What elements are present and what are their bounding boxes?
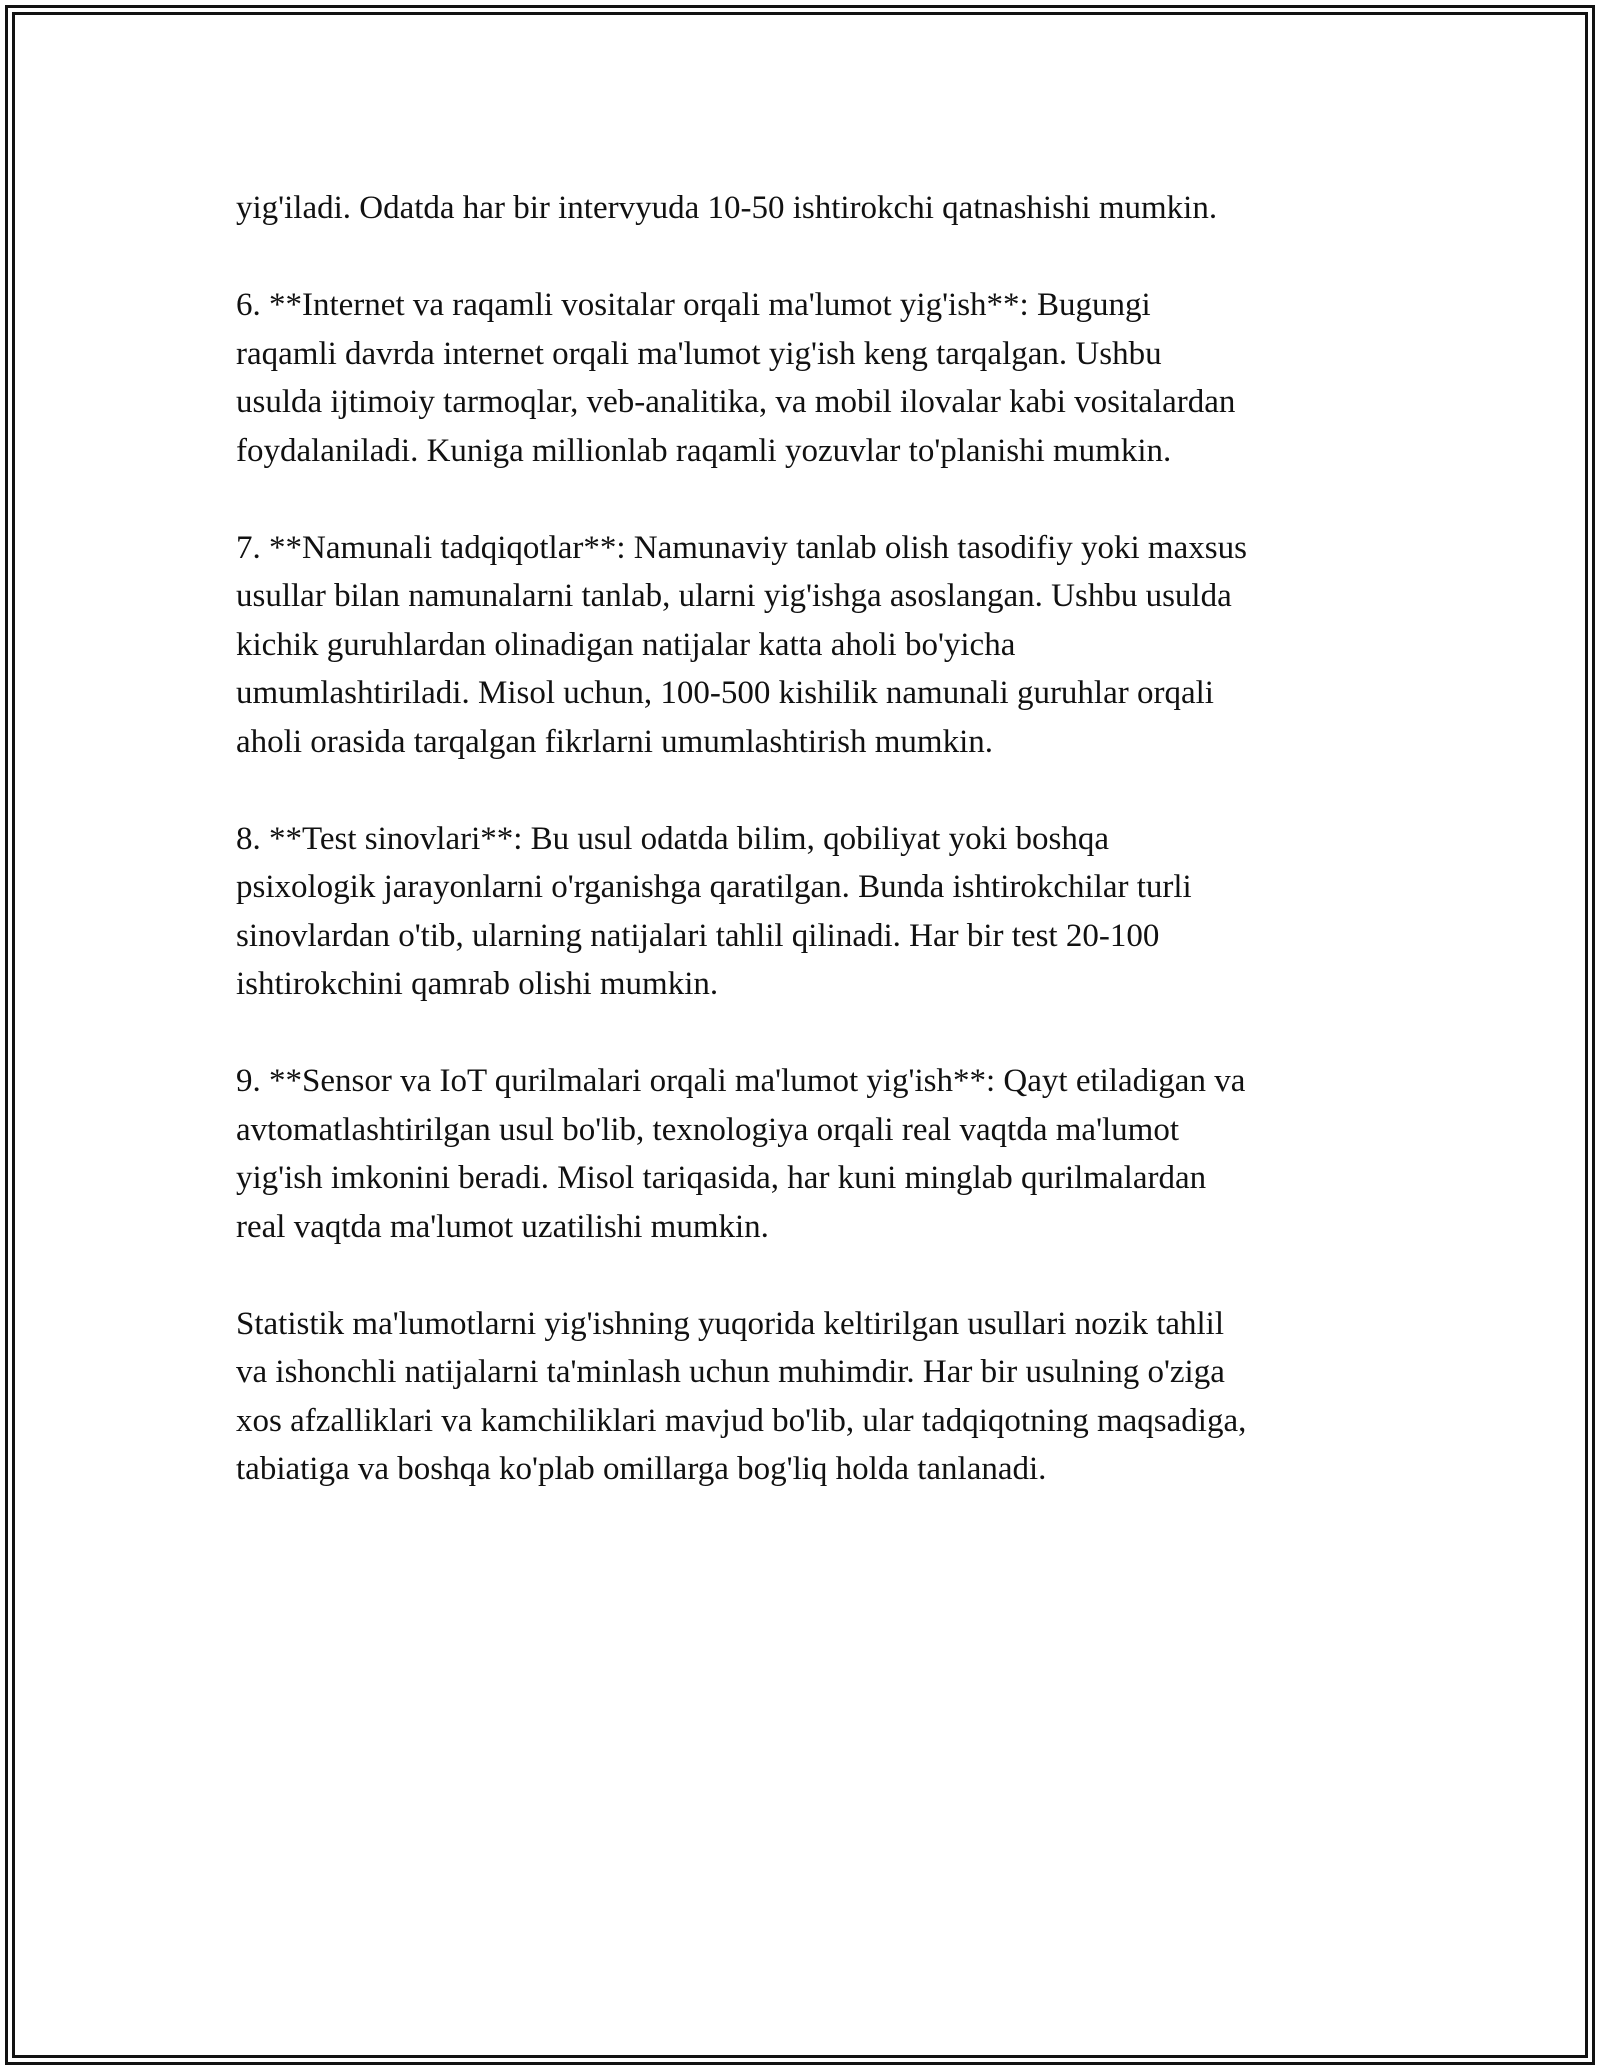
paragraph-internet-digital-tools: 6. **Internet va raqamli vositalar orqali ma'lumot yig'ish**: Bugungi raqamli davrda internet orqali ma'lumot yig'ish keng tarqalgan. Ushbu usulda ijtimoiy tarmoqlar, veb-analitika, va mobil ilovalar kabi vositalardan foydalaniladi. Kuniga millionlab raqamli yozuvlar to'planishi mumkin. <box>236 287 1236 469</box>
paragraph-conclusion: Statistik ma'lumotlarni yig'ishning yuqorida keltirilgan usullari nozik tahlil va ishonchli natijalarni ta'minlash uchun muhimdir. Har bir usulning o'ziga xos afzalliklari va kamchiliklari mavjud bo'lib, ular tadqiqotning maqsadiga, tabiatiga va boshqa ko'plab omillarga bog'liq holda tanlanadi. <box>236 1305 1247 1487</box>
paragraph-sample-research: 7. **Namunali tadqiqotlar**: Namunaviy tanlab olish tasodifiy yoki maxsus usullar bilan namunalarni tanlab, ularni yig'ishga asoslangan. Ushbu usulda kichik guruhlardan olinadigan natijalar katta aholi bo'yicha umumlashtiriladi. Misol uchun, 100-500 kishilik namunali guruhlar orqali aholi orasida tarqalgan fikrlarni umumlashtirish mumkin. <box>236 529 1247 760</box>
document-body <box>236 184 1371 1542</box>
paragraph-sensor-iot: 9. **Sensor va IoT qurilmalari orqali ma'lumot yig'ish**: Qayt etiladigan va avtomatlashtirilgan usul bo'lib, texnologiya orqali real vaqtda ma'lumot yig'ish imkonini beradi. Misol tariqasida, har kuni minglab qurilmalardan real vaqtda ma'lumot uzatilishi mumkin. <box>236 1063 1246 1245</box>
paragraph-interview-continuation: yig'iladi. Odatda har bir intervyuda 10-50 ishtirokchi qatnashishi mumkin. <box>236 190 1218 226</box>
paragraph-test-trials: 8. **Test sinovlari**: Bu usul odatda bilim, qobiliyat yoki boshqa psixologik jarayonlarni o'rganishga qaratilgan. Bunda ishtirokchilar turli sinovlardan o'tib, ularning natijalari tahlil qilinadi. Har bir test 20-100 ishtirokchini qamrab olishi mumkin. <box>236 820 1192 1002</box>
